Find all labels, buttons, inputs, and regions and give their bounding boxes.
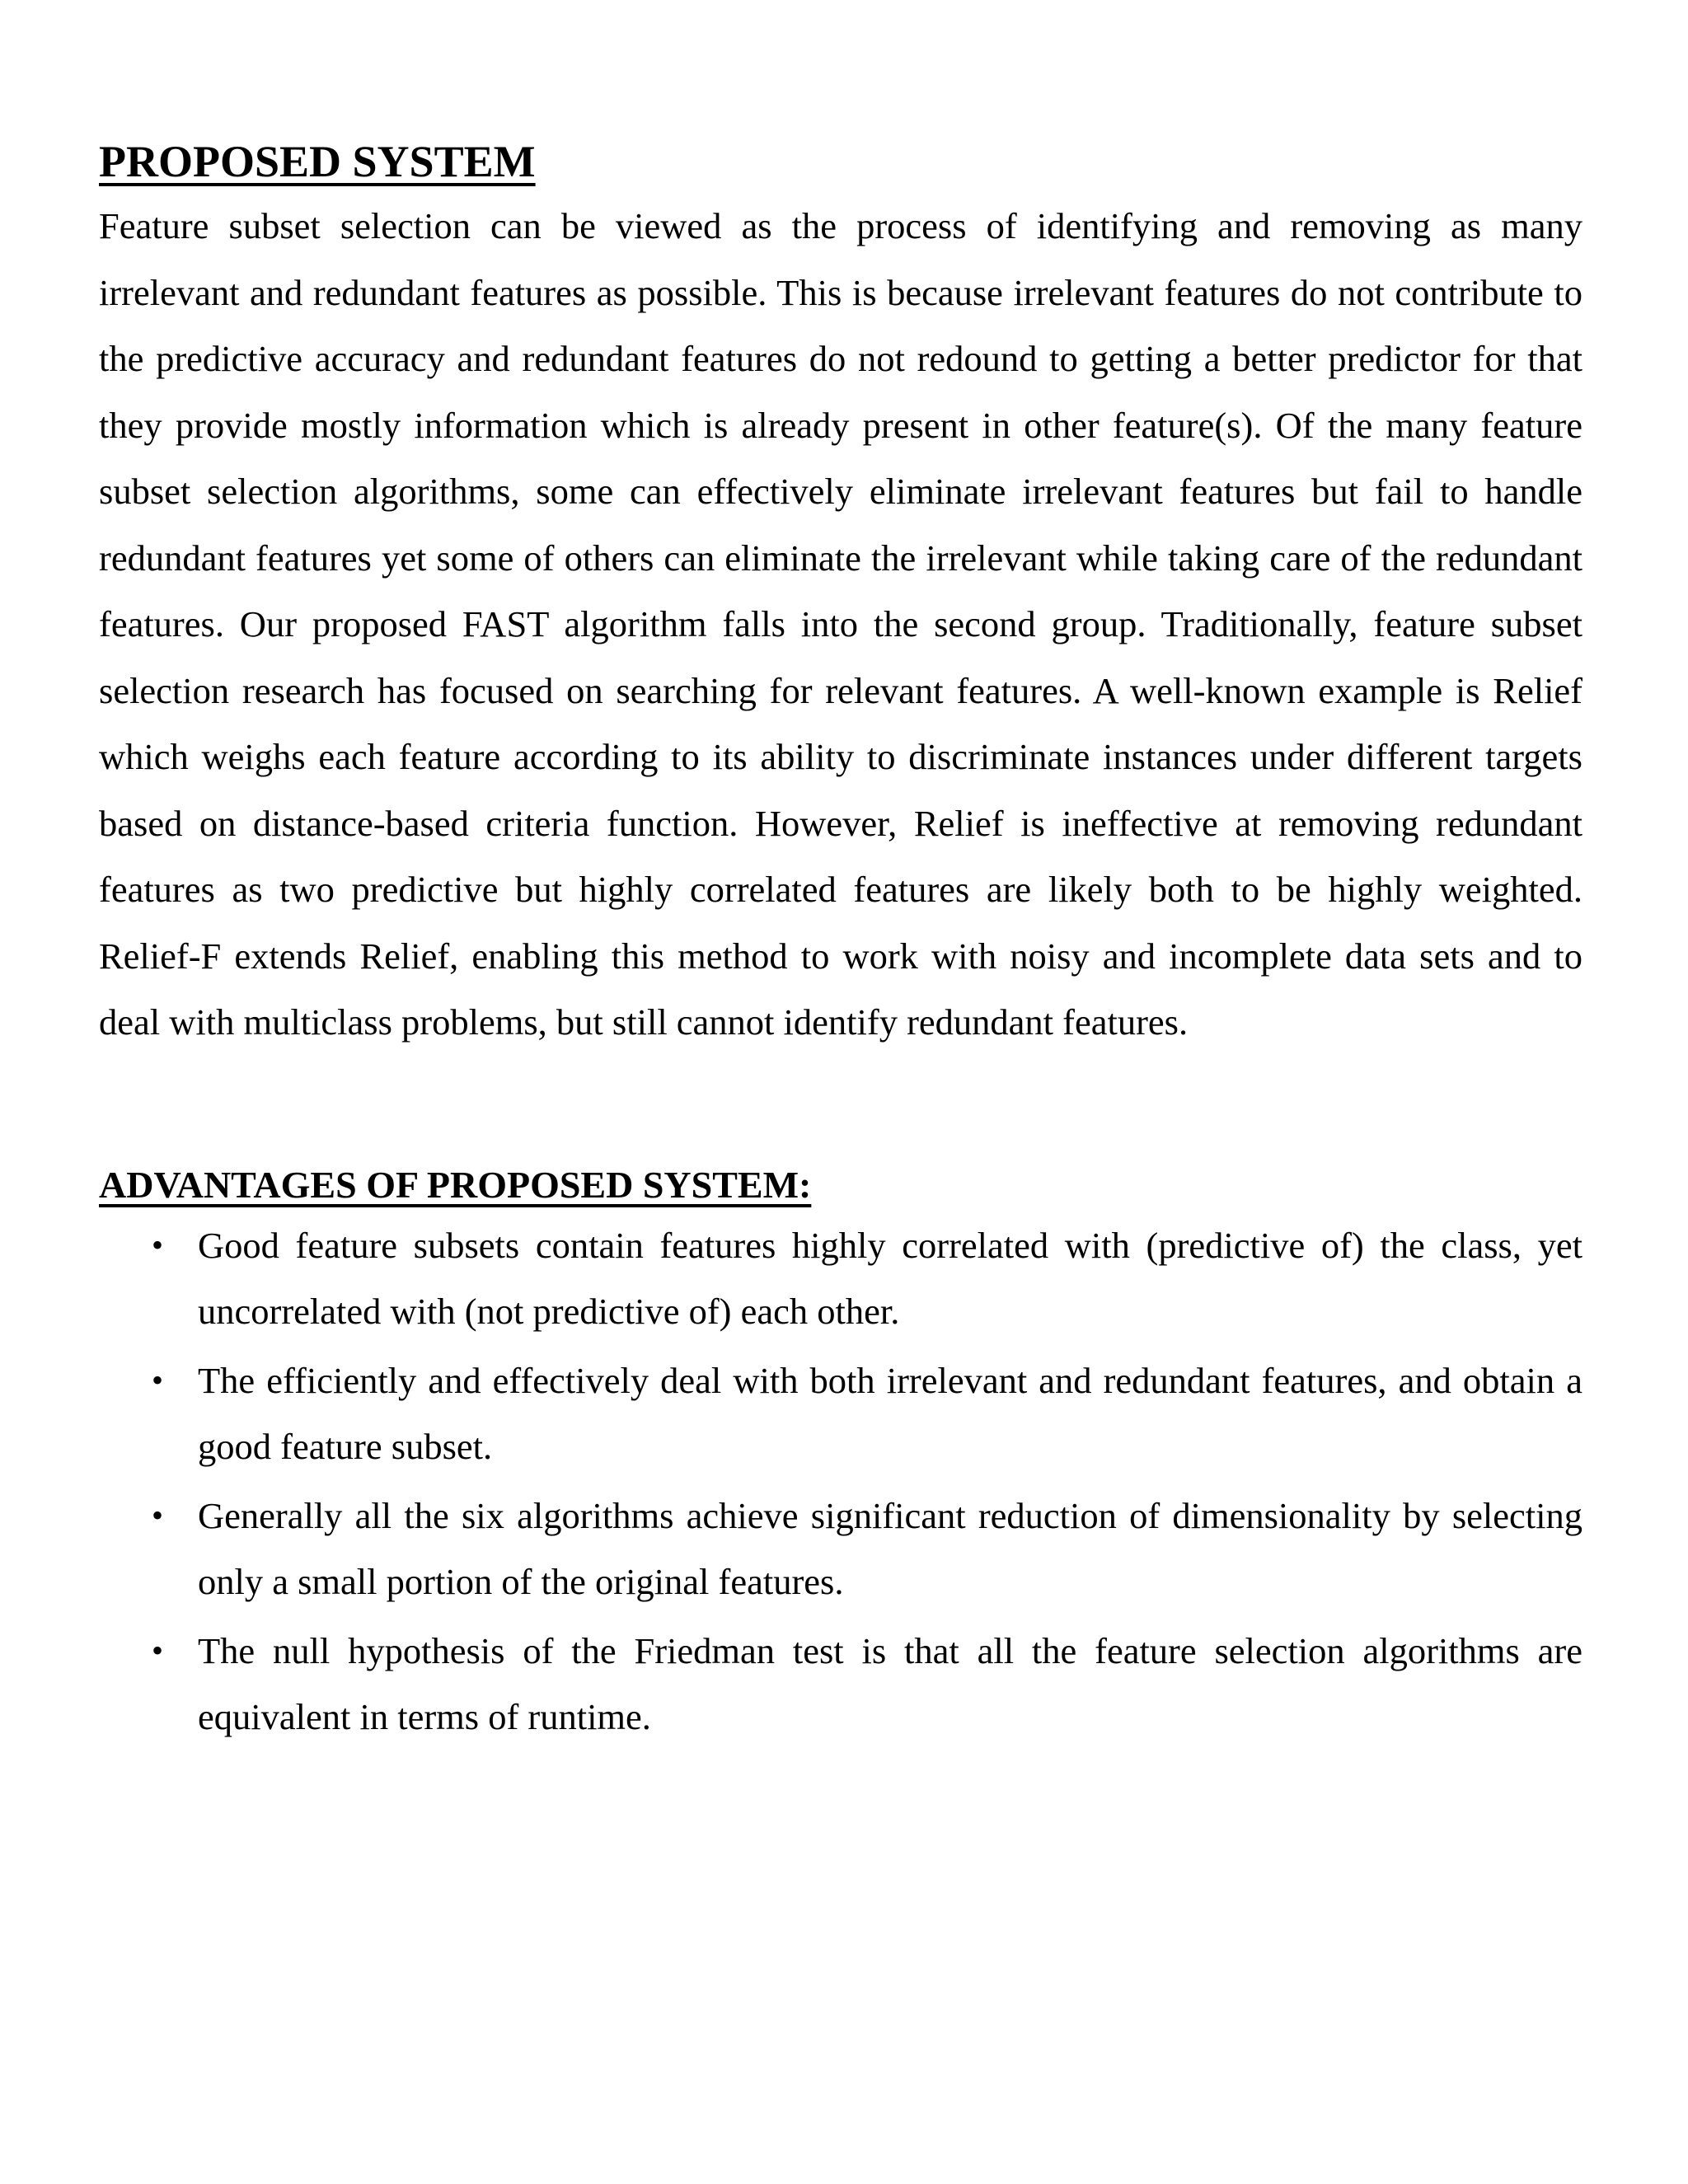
advantages-list [99, 1212, 1582, 1750]
list-item [99, 1212, 1582, 1345]
bullet-icon: • [152, 1631, 164, 1669]
proposed-system-paragraph: Feature subset selection can be viewed as the process of identifying and removing as many irrelevant and redundant features as possible. This is because irrelevant features do not contribute to the predictive accuracy and redundant features do not redound to getting a better predictor for that they provide mostly information which is already present in other feature(s). Of the many feature subset selection algorithms, some can effectively eliminate irrelevant features but fail to handle redundant features yet some of others can eliminate the irrelevant while taking care of the redundant features. Our proposed FAST algorithm falls into the second group. Traditionally, feature subset selection research has focused on searching for relevant features. A well-known example is Relief which weighs each feature according to its ability to discriminate instances under different targets based on distance-based criteria function. However, Relief is ineffective at removing redundant features as two predictive but highly correlated features are likely both to be highly weighted. Relief-F extends Relief, enabling this method to work with noisy and incomplete data sets and to deal with multiclass problems, but still cannot identify redundant features. [99, 205, 1582, 1043]
document-page [99, 132, 1582, 1753]
list-item-text: Generally all the six algorithms achieve significant reduction of dimensionality by selecting only a small portion of the original features. [198, 1494, 1582, 1602]
list-item-text: Good feature subsets contain features highly correlated with (predictive of) the class, yet uncorrelated with (not predictive of) each other. [198, 1224, 1582, 1332]
bullet-icon: • [152, 1496, 164, 1534]
list-item [99, 1347, 1582, 1480]
section-heading-proposed-system: PROPOSED SYSTEM [99, 137, 536, 186]
bullet-icon: • [152, 1226, 164, 1263]
list-item-text: The null hypothesis of the Friedman test is that all the feature selection algorithms are equivalent in terms of runtime. [198, 1629, 1582, 1737]
bullet-icon: • [152, 1361, 164, 1399]
list-item [99, 1618, 1582, 1750]
list-item [99, 1483, 1582, 1615]
section-heading-advantages: ADVANTAGES OF PROPOSED SYSTEM: [99, 1163, 812, 1206]
list-item-text: The efficiently and effectively deal with both irrelevant and redundant features, and obtain a good feature subset. [198, 1359, 1582, 1467]
